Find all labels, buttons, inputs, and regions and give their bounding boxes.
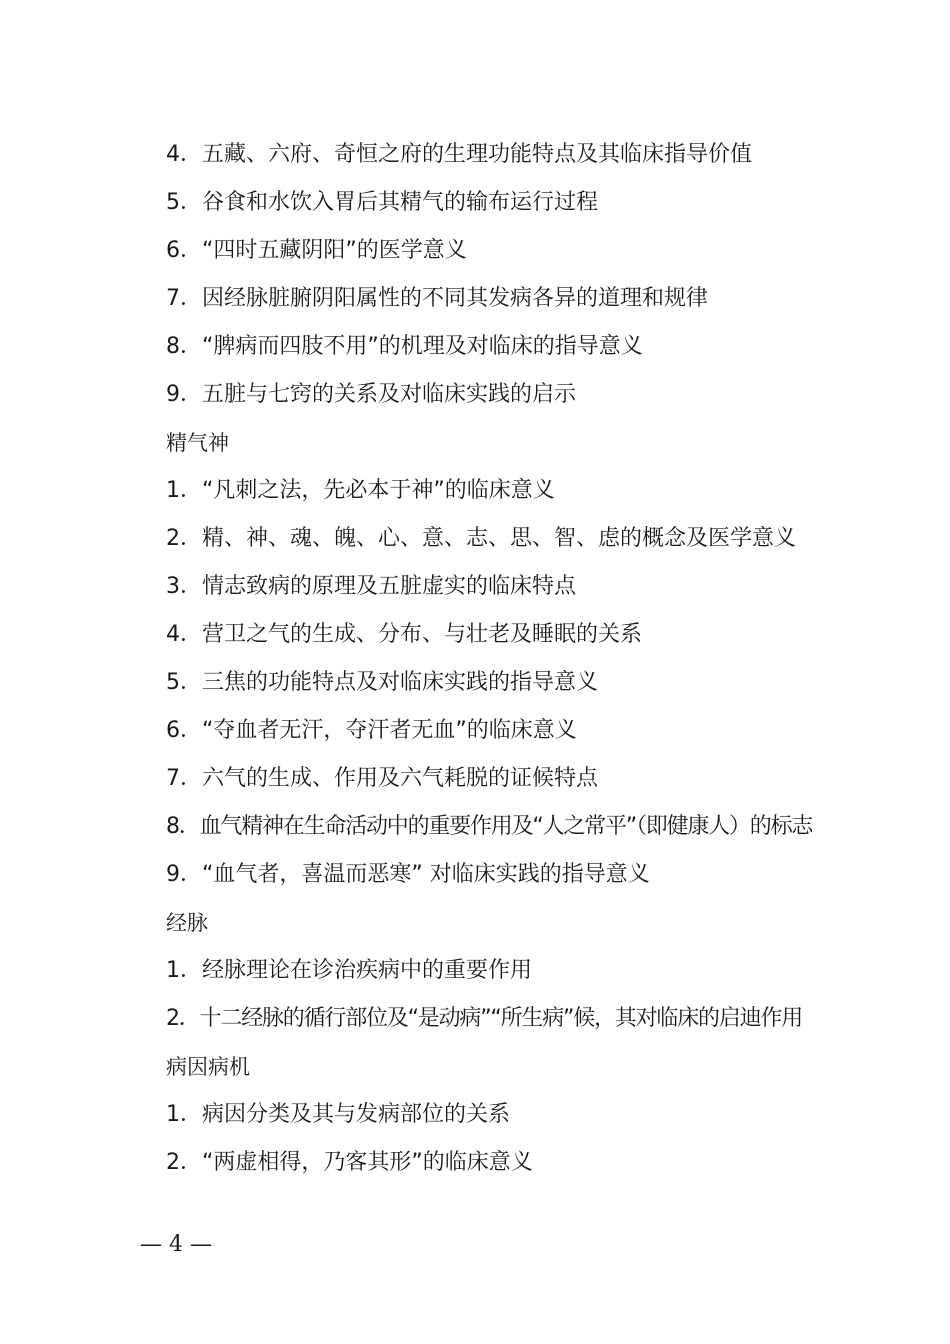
list-item-text: 血气精神在生命活动中的重要作用及“人之常平”（即健康人）的标志	[199, 814, 813, 839]
list-item-number: 6．	[166, 238, 202, 263]
list-item-number: 8．	[166, 814, 200, 839]
list-item-text: 因经脉脏腑阴阳属性的不同其发病各异的道理和规律	[202, 286, 709, 311]
list-item-text: “凡刺之法，先必本于神”的临床意义	[202, 478, 555, 503]
list-item	[166, 803, 866, 851]
list-item	[166, 179, 866, 227]
document-body	[166, 131, 866, 1187]
list-item-text: 三焦的功能特点及对临床实践的指导意义	[202, 670, 599, 695]
list-item-number: 8．	[166, 334, 202, 359]
section-heading: 精气神	[166, 431, 229, 455]
list-item-text: “四时五藏阴阳”的医学意义	[202, 238, 467, 263]
page-number: — 4 —	[140, 1232, 212, 1257]
list-item	[166, 323, 866, 371]
list-item-text: 六气的生成、作用及六气耗脱的证候特点	[202, 766, 599, 791]
list-item-number: 7．	[166, 766, 202, 791]
list-item-text: 十二经脉的循行部位及“是动病”“所生病”候，其对临床的启迪作用	[199, 1006, 803, 1031]
list-item-text: 五藏、六府、奇恒之府的生理功能特点及其临床指导价值	[202, 142, 753, 167]
list-item-number: 3．	[166, 574, 202, 599]
list-item-text: 五脏与七窍的关系及对临床实践的启示	[202, 382, 577, 407]
list-item	[166, 227, 866, 275]
list-item-text: 谷食和水饮入胃后其精气的输布运行过程	[202, 190, 599, 215]
list-item-number: 6．	[166, 718, 202, 743]
list-item-number: 4．	[166, 142, 202, 167]
list-item	[166, 611, 866, 659]
list-item-text: 情志致病的原理及五脏虚实的临床特点	[202, 574, 577, 599]
list-item	[166, 851, 866, 899]
list-item-number: 2．	[166, 1006, 200, 1031]
list-item-text: “夺血者无汗，夺汗者无血”的临床意义	[202, 718, 577, 743]
list-item-text: “血气者，喜温而恶寒” 对临床实践的指导意义	[202, 862, 650, 887]
list-item-text: 病因分类及其与发病部位的关系	[202, 1102, 511, 1127]
list-item	[166, 467, 866, 515]
list-item-text: 精、神、魂、魄、心、意、志、思、智、虑的概念及医学意义	[202, 526, 797, 551]
list-item	[166, 131, 866, 179]
list-item	[166, 707, 866, 755]
list-item-number: 7．	[166, 286, 202, 311]
list-item-number: 5．	[166, 190, 202, 215]
list-item	[166, 371, 866, 419]
list-item	[166, 1139, 866, 1187]
list-item	[166, 995, 866, 1043]
list-item-number: 9．	[166, 862, 202, 887]
list-item-text: “两虚相得，乃客其形”的临床意义	[202, 1150, 533, 1175]
list-item-text: “脾病而四肢不用”的机理及对临床的指导意义	[202, 334, 643, 359]
list-item-text: 经脉理论在诊治疾病中的重要作用	[202, 958, 533, 983]
section-heading: 病因病机	[166, 1055, 250, 1079]
list-item	[166, 275, 866, 323]
list-item-number: 2．	[166, 526, 202, 551]
section-heading: 经脉	[166, 911, 208, 935]
list-item	[166, 563, 866, 611]
list-item-text: 营卫之气的生成、分布、与壮老及睡眠的关系	[202, 622, 643, 647]
list-item-number: 2．	[166, 1150, 202, 1175]
list-item-number: 1．	[166, 958, 202, 983]
list-item-number: 1．	[166, 1102, 202, 1127]
list-item	[166, 1091, 866, 1139]
list-item-number: 4．	[166, 622, 202, 647]
list-item	[166, 947, 866, 995]
list-item	[166, 659, 866, 707]
list-item	[166, 755, 866, 803]
list-item	[166, 515, 866, 563]
list-item-number: 9．	[166, 382, 202, 407]
list-item-number: 1．	[166, 478, 202, 503]
list-item-number: 5．	[166, 670, 202, 695]
